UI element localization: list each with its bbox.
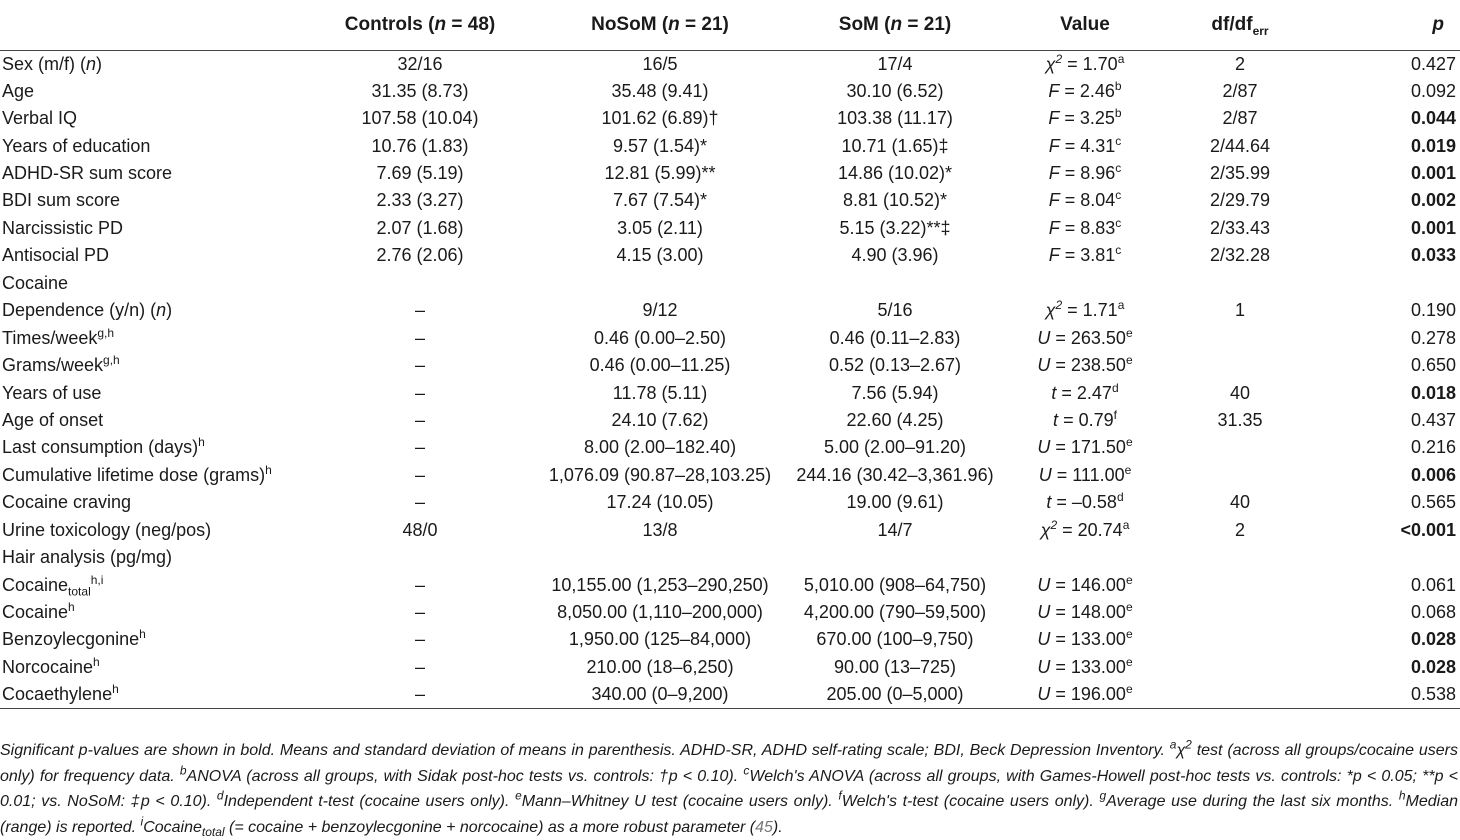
header-som: SoM (n = 21) [780,0,1010,50]
cell-df: 2/44.64 [1209,135,1271,156]
cell-controls: – [414,629,425,650]
cell-p: 0.028 [1410,656,1456,677]
cell-nosom: 210.00 (18–6,250) [586,656,734,677]
cell-df [1160,599,1320,626]
table-row [0,352,1460,379]
table-row [0,489,1460,516]
cell-p: 0.068 [1410,602,1456,623]
row-label: Cocaine craving [2,492,132,513]
cell-df: 1 [1234,300,1245,321]
cell-controls: 2.33 (3.27) [376,190,464,211]
row-label: Cocaine$_{total}^{h,i}$ [2,572,104,599]
row-label: Years of use [2,382,102,403]
cell-df [1160,681,1320,709]
cell-controls [300,544,540,571]
row-label: Years of education [2,135,151,156]
row-label: Age [2,80,35,101]
table-row [0,215,1460,242]
header-value: Value [1010,0,1160,50]
cell-df: 2/87 [1222,80,1258,101]
cell-som: 670.00 (100–9,750) [816,629,974,650]
cell-som: 7.56 (5.94) [851,382,939,403]
cell-p: 0.092 [1410,80,1456,101]
cell-som: 30.10 (6.52) [846,80,944,101]
cell-df [1160,324,1320,351]
cell-controls: 10.76 (1.83) [371,135,469,156]
row-label: Narcissistic PD [2,217,124,238]
cell-som [780,270,1010,297]
cell-som: 14.86 (10.02)* [837,163,953,184]
cell-som: 4,200.00 (790–59,500) [803,602,987,623]
cell-value: t = 0.79$^f$ [1053,407,1117,430]
cell-controls: – [414,656,425,677]
cell-nosom: 17.24 (10.05) [606,492,714,513]
cell-p: 0.001 [1410,163,1456,184]
cell-p: 0.044 [1410,108,1456,129]
cell-p: 0.190 [1410,300,1456,321]
cell-value: t = 2.47$^d$ [1051,380,1119,403]
cell-value [1010,544,1160,571]
cell-df [1160,270,1320,297]
cell-value: F = 2.46$^b$ [1048,78,1122,101]
cell-nosom: 101.62 (6.89)† [601,108,719,129]
table-row [0,599,1460,626]
cell-som: 22.60 (4.25) [846,409,944,430]
cell-som: 10.71 (1.65)‡ [841,135,949,156]
cell-nosom: 0.46 (0.00–2.50) [593,327,727,348]
row-label: BDI sum score [2,190,121,211]
cell-value: F = 8.83$^c$ [1048,215,1122,238]
cell-df: 2/87 [1222,108,1258,129]
row-label: Cocaethylene$^h$ [0,681,300,709]
cell-nosom: 7.67 (7.54)* [612,190,708,211]
cell-controls: – [414,574,425,595]
table-row [0,187,1460,214]
cell-value: $\chi^2 = 1.70^a$ [1045,51,1125,74]
row-label: Last consumption (days)$^h$ [2,435,205,458]
cell-som: 17/4 [877,53,913,74]
cell-value: U = 146.00$^e$ [1037,572,1133,595]
cell-df [1160,544,1320,571]
cell-controls: 7.69 (5.19) [376,163,464,184]
cell-df [1160,352,1320,379]
cell-df: 40 [1229,492,1251,513]
cell-value: U = 111.00$^e$ [1038,462,1132,485]
cell-controls: 32/16 [397,53,443,74]
cell-p: 0.028 [1410,629,1456,650]
header-p: p [1320,0,1460,50]
cell-value: U = 133.00$^e$ [1037,627,1133,650]
cell-value: U = 238.50$^e$ [1037,353,1133,376]
table-footnote: Significant p-values are shown in bold. Means and standard deviation of means in parenthesis. ADHD-SR, ADHD self-rating scale; BDI, Beck Depression Inventory. $^a\chi^2$ test (across all groups/cocaine users only) for frequency data. $^b$ANOVA (across all groups, with Sidak post-hoc tests vs. controls: †p < 0.10). $^c$Welch's ANOVA (across all groups, with Games-Howell post-hoc tests vs. controls: *p < 0.05; **p < 0.01; vs. NoSoM: ‡p < 0.10). $^d$Independent t-test (cocaine users only). $^e$Mann–Whitney U test (cocaine users only). $^f$Welch's t-test (cocaine users only). $^g$Average use during the last six months. $^h$Median (range) is reported. $^i$Cocaine$_{total}$ (= cocaine + benzoylecgonine + norcocaine) as a more robust parameter (45). [0,737,1459,839]
cell-nosom: 340.00 (0–9,200) [540,681,780,709]
table-row [0,78,1460,105]
cell-controls: – [414,409,425,430]
cell-nosom: 9.57 (1.54)* [612,135,708,156]
cell-value: F = 8.96$^c$ [1048,161,1122,184]
table-row [0,50,1460,78]
cell-controls: – [414,464,425,485]
cell-som: 5.15 (3.22)**‡ [839,217,951,238]
cell-nosom: 8,050.00 (1,110–200,000) [557,602,763,623]
cell-p: 0.061 [1410,574,1456,595]
cell-value: F = 4.31$^c$ [1048,133,1122,156]
cell-p: 0.018 [1410,382,1456,403]
row-label: Cocaine$^h$ [2,600,75,623]
cell-value: U = 263.50$^e$ [1037,325,1133,348]
cell-controls: – [414,602,425,623]
cell-som: 90.00 (13–725) [833,656,957,677]
cell-nosom: 10,155.00 (1,253–290,250) [551,574,769,595]
cell-df: 40 [1229,382,1251,403]
row-label: Times/week$^{g,h}$ [2,325,115,348]
row-label: Norcocaine$^h$ [2,654,100,677]
cell-nosom [540,544,780,571]
cell-df [1160,626,1320,653]
cell-df: 2/32.28 [1209,245,1271,266]
cell-nosom: 35.48 (9.41) [611,80,709,101]
cell-df [1160,434,1320,461]
row-label: Verbal IQ [2,108,78,129]
cell-p: 0.002 [1410,190,1456,211]
cell-nosom: 9/12 [642,300,678,321]
cell-p: 0.278 [1410,327,1456,348]
cell-controls: – [414,327,425,348]
header-nosom: NoSoM (n = 21) [540,0,780,50]
header-controls: Controls (n = 48) [300,0,540,50]
cell-df: 2/35.99 [1209,163,1271,184]
table-row [0,105,1460,132]
cell-som: 0.46 (0.11–2.83) [829,327,961,348]
cell-value: F = 8.04$^c$ [1048,188,1122,211]
table-row [0,379,1460,406]
cell-controls: 2.76 (2.06) [376,245,464,266]
table-body [0,50,1460,709]
cell-nosom: 3.05 (2.11) [617,217,703,238]
cell-nosom: 13/8 [642,519,678,540]
cell-controls: 48/0 [402,519,438,540]
cell-som: 5,010.00 (908–64,750) [803,574,987,595]
cell-som: 8.81 (10.52)* [842,190,948,211]
table-row [0,571,1460,598]
cell-nosom: 8.00 (2.00–182.40) [583,437,737,458]
cell-nosom: 11.78 (5.11) [612,382,708,403]
cell-som: 205.00 (0–5,000) [780,681,1010,709]
row-label: Dependence (y/n) (n) [2,300,173,321]
cell-value: U = 196.00$^e$ [1010,681,1160,709]
cell-value [1010,270,1160,297]
cell-p: <0.001 [1400,519,1456,540]
cell-df: 2/29.79 [1209,190,1271,211]
cell-nosom: 12.81 (5.99)** [604,163,716,184]
cell-som: 14/7 [877,519,913,540]
row-label: Sex (m/f) (n) [2,53,103,74]
cell-controls: – [414,355,425,376]
cell-p: 0.216 [1410,437,1456,458]
cell-nosom: 4.15 (3.00) [616,245,704,266]
table-header [0,0,1460,50]
cell-som: 4.90 (3.96) [851,245,939,266]
cell-nosom: 1,950.00 (125–84,000) [568,629,752,650]
row-label: Age of onset [2,409,104,430]
row-label: Cumulative lifetime dose (grams)$^h$ [2,462,272,485]
cell-df: 31.35 [1217,409,1263,430]
table-row [0,462,1460,489]
cell-som: 244.16 (30.42–3,361.96) [796,464,994,485]
cell-value: F = 3.25$^b$ [1048,106,1122,129]
table-row [0,434,1460,461]
cell-controls: – [414,437,425,458]
cell-p: 0.019 [1410,135,1456,156]
cell-df [1160,571,1320,598]
cell-p: 0.006 [1410,464,1456,485]
table-row [0,544,1460,571]
cell-controls: 2.07 (1.68) [376,217,464,238]
table-row [0,242,1460,269]
cell-value: U = 171.50$^e$ [1037,435,1133,458]
cell-value: U = 133.00$^e$ [1037,654,1133,677]
cell-df: 2 [1234,53,1245,74]
cell-df [1160,654,1320,681]
row-label: Antisocial PD [2,245,110,266]
cell-value: U = 148.00$^e$ [1037,600,1133,623]
cell-p: 0.538 [1320,681,1460,709]
cell-df: 2 [1234,519,1245,540]
cell-controls: 107.58 (10.04) [361,108,479,129]
table-row [0,160,1460,187]
table-row [0,517,1460,544]
table-row [0,681,1460,709]
table-row [0,407,1460,434]
cell-som: 0.52 (0.13–2.67) [828,355,962,376]
cell-df: 2/33.43 [1209,217,1271,238]
cell-p: 0.001 [1410,217,1456,238]
row-label: Benzoylecgonine$^h$ [2,627,146,650]
table-row [0,626,1460,653]
cell-nosom: 24.10 (7.62) [611,409,709,430]
cell-nosom: 16/5 [642,53,678,74]
reference-link: 45 [755,818,773,836]
table-row [0,297,1460,324]
cell-nosom: 0.46 (0.00–11.25) [589,355,731,376]
table-row [0,270,1460,297]
cell-value: $\chi^2 = 1.71^a$ [1045,298,1125,321]
cell-nosom: 1,076.09 (90.87–28,103.25) [548,464,772,485]
cell-value: F = 3.81$^c$ [1048,243,1122,266]
header-df: $df/df_{err}$ [1160,0,1320,50]
table-row [0,654,1460,681]
cell-p: 0.565 [1410,492,1456,513]
cell-controls: – [300,681,540,709]
cell-df [1160,462,1320,489]
cell-p: 0.033 [1410,245,1456,266]
row-label: Urine toxicology (neg/pos) [2,519,212,540]
cell-controls: – [414,382,425,403]
cell-p: 0.650 [1410,355,1456,376]
cell-p [1320,270,1460,297]
cell-p: 0.427 [1410,53,1456,74]
cell-som: 5.00 (2.00–91.20) [823,437,967,458]
row-label: ADHD-SR sum score [2,163,173,184]
row-label: Cocaine [2,272,69,293]
cell-value: t = –0.58$^d$ [1046,490,1124,513]
cell-value: $\chi^2 = 20.74^a$ [1040,517,1130,540]
cell-som: 19.00 (9.61) [846,492,944,513]
table-row [0,132,1460,159]
row-label: Grams/week$^{g,h}$ [2,353,120,376]
cell-p [1320,544,1460,571]
cell-p: 0.437 [1410,409,1456,430]
cell-som [780,544,1010,571]
cell-controls: – [414,300,425,321]
table-row [0,324,1460,351]
row-label: Hair analysis (pg/mg) [2,547,173,568]
cell-controls: 31.35 (8.73) [371,80,469,101]
cell-som: 5/16 [877,300,913,321]
cell-controls [300,270,540,297]
header-variable [0,0,300,50]
cell-som: 103.38 (11.17) [837,108,953,129]
cell-nosom [540,270,780,297]
cell-controls: – [414,492,425,513]
